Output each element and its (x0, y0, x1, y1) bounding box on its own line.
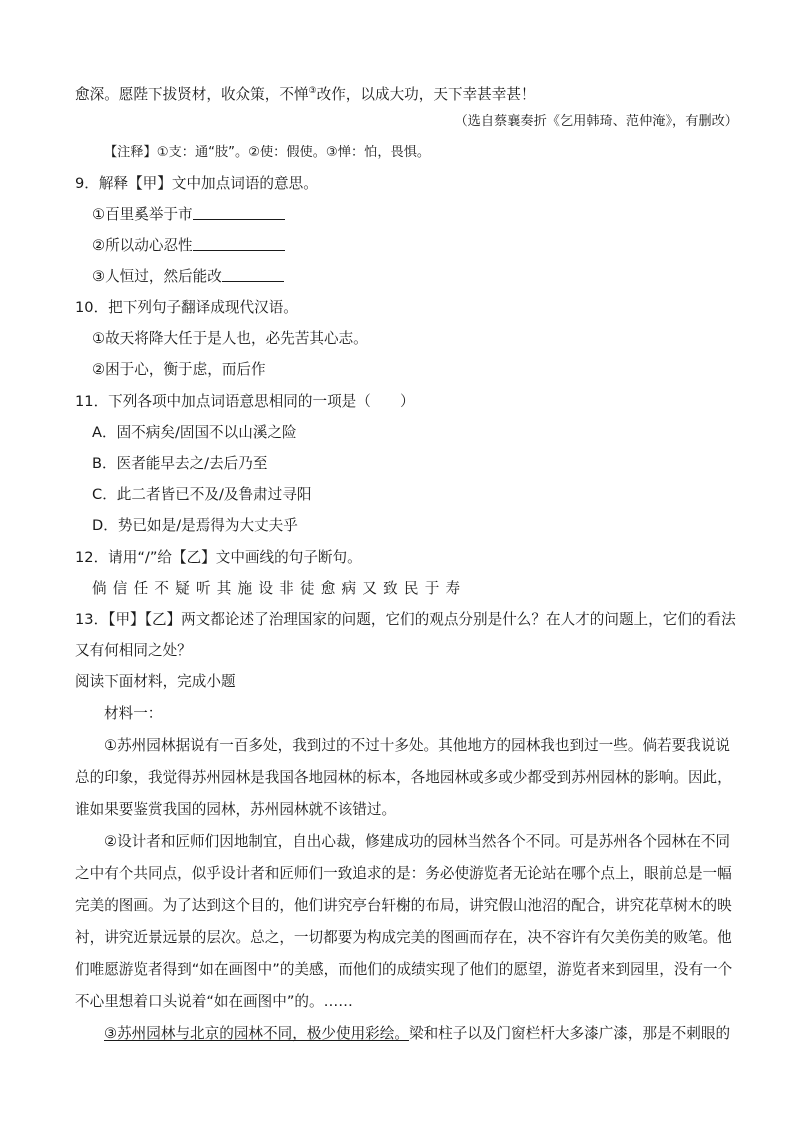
material-title: 材料一： (104, 705, 163, 722)
question-11-title: 11．下列各项中加点词语意思相同的一项是（ ） (75, 393, 415, 410)
answer-blank[interactable] (222, 267, 284, 282)
reading-instruction: 阅读下面材料，完成小题 (75, 673, 236, 690)
paragraph-1-line-2: 总的印象，我觉得苏州园林是我国各地园林的标本，各地园林或多或少都受到苏州园林的影响。因此， (75, 769, 732, 786)
paragraph-1-line-3: 谁如果要鉴赏我国的园林，苏州园林就不该错过。 (75, 801, 397, 818)
question-12-title: 12．请用“/”给【乙】文中画线的句子断句。 (75, 549, 362, 566)
question-9-item-1: ①百里奚举于市 (92, 205, 285, 225)
question-9-title: 9．解释【甲】文中加点词语的意思。 (75, 175, 318, 192)
paragraph-2-line-5: 们唯愿游览者得到“如在画图中”的美感，而他们的成绩实现了他们的愿望，游览者来到园里，没有一个 (75, 961, 733, 978)
paragraph-2-line-2: 之中有个共同点，似乎设计者和匠师们一致追求的是：务必使游览者无论站在哪个点上，眼前总是一幅 (75, 865, 732, 882)
question-10-item-2: ②困于心，衡于虑，而后作 (92, 361, 266, 378)
paragraph-2-line-4: 衬，讲究近景远景的层次。总之，一切都要为构成完美的图画而存在，决不容许有欠美伤美的败笔。他 (75, 929, 732, 946)
question-12-sentence: 倘信任不疑听其施设非徒愈病又致民于寿 (92, 580, 467, 597)
question-10-title: 10．把下列句子翻译成现代汉语。 (75, 299, 298, 316)
question-13-line-1: 13．【甲】【乙】两文都论述了治理国家的问题，它们的观点分别是什么？在人才的问题上，它们的看法 (75, 611, 736, 628)
question-11-option-b: B．医者能早去之/去后乃至 (92, 455, 268, 472)
question-11-option-a: A．固不病矣/固国不以山溪之险 (92, 424, 297, 441)
question-11-option-c: C．此二者皆已不及/及鲁肃过寻阳 (92, 486, 312, 503)
question-9-item-3: ③人恒过，然后能改 (92, 267, 284, 287)
question-9-item-2: ②所以动心忍性 (92, 236, 285, 256)
underlined-sentence: ③苏州园林与北京的园林不同，极少使用彩绘。 (104, 1025, 409, 1042)
question-10-item-1: ①故天将降大任于是人也，必先苦其心志。 (92, 330, 368, 347)
paragraph-2-line-1: ②设计者和匠师们因地制宜，自出心裁，修建成功的园林当然各个不同。可是苏州各个园林在不同 (104, 833, 731, 850)
annotation-notes: 【注释】①支：通“肢”。②使：假使。③惮：怕，畏惧。 (104, 145, 431, 160)
question-11-option-d: D．势已如是/是焉得为大丈夫乎 (92, 517, 298, 534)
paragraph-1-line-1: ①苏州园林据说有一百多处，我到过的不过十多处。其他地方的园林我也到过一些。倘若要我说说 (104, 737, 731, 754)
paragraph-2-line-3: 完美的图画。为了达到这个目的，他们讲究亭台轩榭的布局，讲究假山池沼的配合，讲究花草树木的映 (75, 897, 732, 914)
paragraph-3-line-1: ③苏州园林与北京的园林不同，极少使用彩绘。梁和柱子以及门窗栏杆大多漆广漆，那是不刺眼的 (104, 1025, 731, 1042)
paragraph-2-line-6: 不心里想着口头说着“如在画图中”的。…… (75, 993, 353, 1010)
source-citation: （选自蔡襄奏折《乞用韩琦、范仲淹》，有删改） (454, 114, 738, 129)
answer-blank[interactable] (193, 236, 285, 251)
answer-blank[interactable] (193, 205, 285, 220)
question-13-line-2: 又有何相同之处？ (75, 642, 192, 659)
intro-line-1: 愈深。愿陛下拔贤材，收众策，不惮③改作，以成大功，天下幸甚幸甚！ (75, 85, 536, 103)
